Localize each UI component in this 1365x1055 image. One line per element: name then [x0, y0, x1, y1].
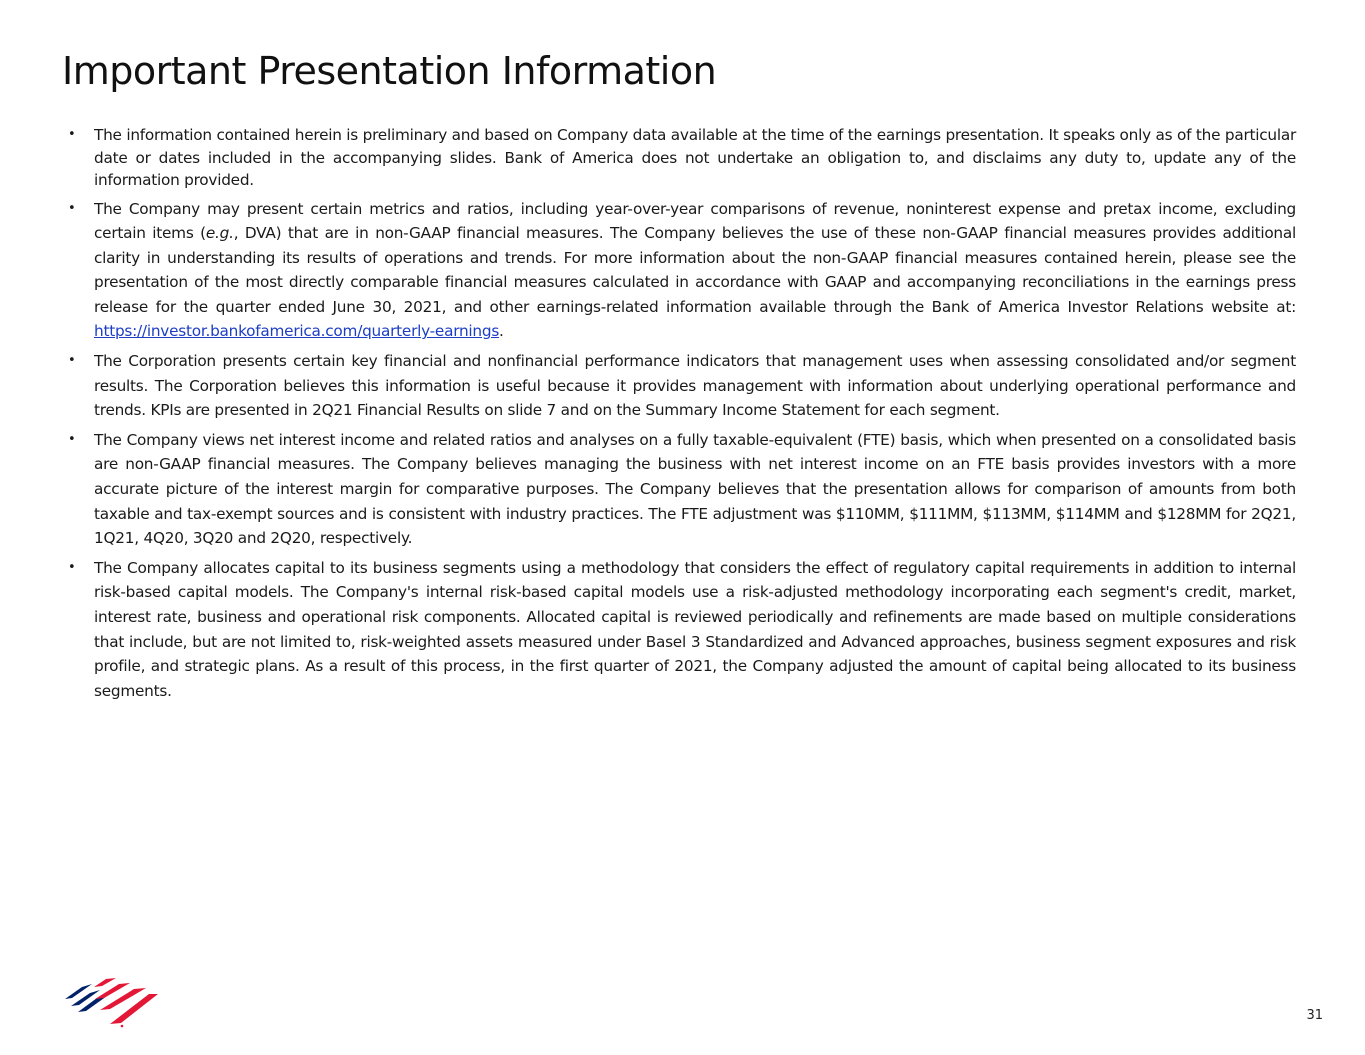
bullet-text: The information contained herein is preliminary and based on Company data available at the time of the earnings presentation. It speaks only as of the particular date or dates included in the accompanying slides. Bank of America does not undertake an obligation to, and disclaims any duty to, update any of the information provided.	[94, 126, 1296, 189]
bullet-dot: •	[68, 559, 76, 575]
bullet-text: The Company allocates capital to its business segments using a methodology that considers the effect of regulatory capital requirements in addition to internal risk-based capital models. The Company's internal risk-based capital models use a risk-adjusted methodology incorporating each segment's credit, market, interest rate, business and operational risk components. Allocated capital is reviewed periodically and refinements are made based on multiple considerations that include, but are not limited to, risk-weighted assets measured under Basel 3 Standardized and Advanced approaches, business segment exposures and risk profile, and strategic plans. As a result of this process, in the first quarter of 2021, the Company adjusted the amount of capital being allocated to its business segments.	[94, 558, 1296, 700]
bullet-list	[62, 124, 1296, 708]
logo-red-stripe	[110, 994, 158, 1024]
logo-registered-mark	[121, 1025, 124, 1028]
bullet-dot: •	[68, 200, 76, 216]
page-number: 31	[1306, 1008, 1323, 1023]
bullet-text-italic: e.g.	[205, 224, 234, 243]
bullet-item-disclaimer	[62, 124, 1296, 192]
bullet-dot: •	[68, 431, 76, 447]
bullet-item-capital-allocation	[62, 556, 1296, 704]
bullet-text: The Corporation presents certain key financial and nonfinancial performance indicators that management uses when assessing consolidated and/or segment results. The Corporation believes this information is useful because it provides management with information about underlying operational performance and trends. KPIs are presented in 2Q21 Financial Results on slide 7 and on the Summary Income Statement for each segment.	[94, 352, 1296, 420]
bullet-text-part2: , DVA) that are in non-GAAP financial measures. The Company believes the use of these non-GAAP financial measures provides additional clarity in understanding its results of operations and trends. For more information about the non-GAAP financial measures contained herein, please see the presentation of the most directly comparable financial measures calculated in accordance with GAAP and accompanying reconciliations in the earnings press release for the quarter ended June 30, 2021, and other earnings-related information available through the Bank of America Investor Relations website at:	[94, 224, 1296, 316]
logo-red-stripe	[94, 978, 116, 987]
investor-relations-link[interactable]: https://investor.bankofamerica.com/quarterly-earnings	[94, 322, 500, 341]
bullet-dot: •	[68, 127, 76, 142]
bullet-text-part3: .	[499, 322, 504, 341]
page-title: Important Presentation Information	[62, 49, 717, 93]
bullet-item-fte	[62, 428, 1296, 551]
bank-of-america-flagscape-logo	[64, 976, 158, 1028]
bullet-item-kpis	[62, 349, 1296, 423]
bullet-dot: •	[68, 353, 76, 369]
bullet-item-non-gaap	[62, 197, 1296, 345]
bullet-text: The Company views net interest income and related ratios and analyses on a fully taxable-equivalent (FTE) basis, which when presented on a consolidated basis are non-GAAP financial measures. The Company believes managing the business with net interest income on an FTE basis provides investors with a more accurate picture of the interest margin for comparative purposes. The Company believes that the presentation allows for comparison of amounts from both taxable and tax-exempt sources and is consistent with industry practices. The FTE adjustment was $110MM, $111MM, $113MM, $114MM and $128MM for 2Q21, 1Q21, 4Q20, 3Q20 and 2Q20, respectively.	[94, 430, 1296, 548]
bullet-text-part1: The Company may present certain metrics and ratios, including year-over-year comparisons of revenue, noninterest expense and pretax income, excluding certain items (	[94, 199, 1296, 243]
